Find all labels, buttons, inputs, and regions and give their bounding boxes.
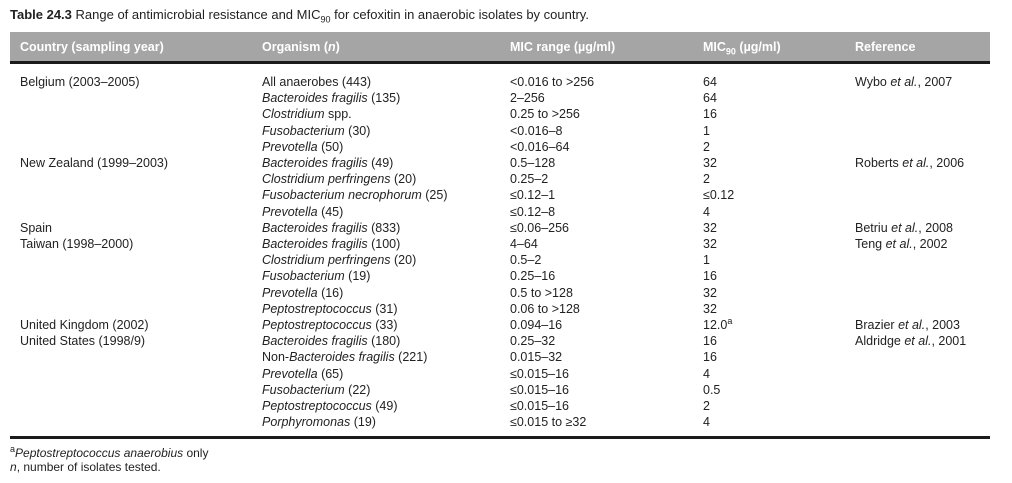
cell-country	[10, 268, 262, 284]
cell-country	[10, 90, 262, 106]
cell-mic-range: ≤0.12–8	[510, 204, 556, 219]
cell-mic-range: <0.016–64	[510, 139, 570, 154]
cell-mic-range: ≤0.12–1	[510, 188, 556, 203]
cell-mic-range: 0.5 to >128	[510, 285, 573, 300]
cell-organism: Bacteroides fragilis (135)	[262, 91, 401, 106]
cell-organism: Fusobacterium (19)	[262, 269, 371, 284]
footnote-a: $^a$Peptostreptococcus anaerobius only	[10, 444, 209, 460]
cell-mic90: 32	[703, 301, 717, 316]
cell-mic90: 4	[703, 366, 710, 381]
cell-organism: Fusobacterium (22)	[262, 382, 371, 397]
table-caption	[10, 6, 589, 24]
cell-country	[10, 123, 262, 139]
table-row	[10, 171, 990, 187]
column-header-organism: Organism (n)	[262, 32, 510, 63]
cell-country	[10, 382, 262, 398]
cell-country	[10, 414, 262, 438]
table-body	[10, 63, 990, 438]
table-row	[10, 268, 990, 284]
cell-organism: Peptostreptococcus (33)	[262, 318, 398, 333]
cell-organism: Non-Bacteroides fragilis (221)	[262, 350, 428, 365]
cell-mic90: 16	[703, 350, 717, 365]
table-row	[10, 139, 990, 155]
table-row	[10, 366, 990, 382]
cell-country	[10, 398, 262, 414]
cell-country: United States (1998/9)	[20, 334, 146, 349]
column-header-reference: Reference	[855, 32, 990, 63]
cell-mic-range: 4–64	[510, 237, 538, 252]
cell-mic-range: 2–256	[510, 91, 545, 106]
cell-mic90: 4	[703, 415, 710, 430]
cell-mic90: 1	[703, 123, 710, 138]
cell-country	[10, 252, 262, 268]
cell-mic-range: ≤0.06–256	[510, 220, 569, 235]
table-row	[10, 301, 990, 317]
antimicrobial-resistance-table	[10, 32, 990, 439]
cell-reference	[855, 90, 990, 106]
cell-mic90: 32	[703, 220, 717, 235]
cell-country: Taiwan (1998–2000)	[20, 237, 134, 252]
cell-country: Spain	[20, 220, 52, 235]
cell-mic90: 1	[703, 253, 710, 268]
table-row	[10, 317, 990, 333]
cell-country	[10, 285, 262, 301]
cell-organism: Bacteroides fragilis (49)	[262, 156, 394, 171]
cell-reference: Betriu et al., 2008	[855, 220, 954, 235]
cell-mic90: 0.5	[703, 382, 721, 397]
column-header-country: Country (sampling year)	[10, 32, 262, 63]
cell-reference: Brazier et al., 2003	[855, 318, 960, 333]
cell-mic90: 64	[703, 75, 717, 89]
cell-organism: Prevotella (65)	[262, 366, 344, 381]
cell-country: Belgium (2003–2005)	[20, 75, 140, 89]
cell-country	[10, 204, 262, 220]
cell-organism: Fusobacterium (30)	[262, 123, 371, 138]
cell-mic90: 12.0$^a$	[703, 315, 733, 333]
cell-organism: Peptostreptococcus (31)	[262, 301, 398, 316]
cell-mic-range: 0.25 to >256	[510, 107, 580, 122]
table-row	[10, 398, 990, 414]
cell-mic90: 16	[703, 269, 717, 284]
cell-country	[10, 349, 262, 365]
cell-reference: Aldridge et al., 2001	[855, 334, 967, 349]
column-header-mic90: $MIC_{90}$ (µg/ml)	[703, 32, 855, 63]
cell-reference	[855, 187, 990, 203]
cell-mic-range: 0.094–16	[510, 318, 563, 333]
cell-reference	[855, 366, 990, 382]
cell-reference	[855, 171, 990, 187]
footnote-n: n, number of isolates tested.	[10, 460, 161, 474]
cell-mic-range: 0.25–16	[510, 269, 556, 284]
cell-reference: Wybo et al., 2007	[855, 75, 953, 89]
table-caption-text: Range of antimicrobial resistance and $MIC_{90}$ for cefoxitin in anaerobic isolates by country.	[75, 7, 589, 25]
table-row	[10, 204, 990, 220]
cell-reference	[855, 285, 990, 301]
cell-country	[10, 366, 262, 382]
cell-mic90: 32	[703, 285, 717, 300]
cell-mic90: 16	[703, 334, 717, 349]
table-row	[10, 63, 990, 91]
cell-country: United Kingdom (2002)	[20, 318, 149, 333]
cell-country	[10, 139, 262, 155]
table-row	[10, 252, 990, 268]
cell-country	[10, 187, 262, 203]
cell-organism: All anaerobes (443)	[262, 75, 372, 89]
cell-organism: Porphyromonas (19)	[262, 415, 376, 430]
cell-organism: Clostridium perfringens (20)	[262, 253, 417, 268]
cell-reference	[855, 301, 990, 317]
table-row	[10, 285, 990, 301]
cell-mic90: 2	[703, 399, 710, 414]
cell-mic90: 64	[703, 91, 717, 106]
cell-organism: Prevotella (50)	[262, 139, 344, 154]
cell-reference	[855, 414, 990, 438]
table-row	[10, 123, 990, 139]
cell-reference: Teng et al., 2002	[855, 237, 948, 252]
cell-reference	[855, 123, 990, 139]
cell-mic-range: ≤0.015–16	[510, 399, 569, 414]
cell-reference: Roberts et al., 2006	[855, 156, 965, 171]
cell-mic-range: 0.5–2	[510, 253, 542, 268]
cell-mic90: 2	[703, 172, 710, 187]
table-row	[10, 155, 990, 171]
column-header-mic-range: MIC range (µg/ml)	[510, 32, 703, 63]
cell-organism: Bacteroides fragilis (100)	[262, 237, 401, 252]
cell-reference	[855, 252, 990, 268]
table-row	[10, 220, 990, 236]
cell-organism: Bacteroides fragilis (833)	[262, 220, 401, 235]
cell-mic90: 4	[703, 204, 710, 219]
table-number: Table 24.3	[10, 7, 72, 22]
table-row	[10, 414, 990, 438]
cell-mic-range: <0.016–8	[510, 123, 563, 138]
cell-reference	[855, 139, 990, 155]
cell-mic-range: ≤0.015–16	[510, 366, 569, 381]
cell-reference	[855, 268, 990, 284]
cell-mic90: 32	[703, 237, 717, 252]
cell-country	[10, 106, 262, 122]
cell-mic-range: 0.5–128	[510, 156, 556, 171]
cell-mic-range: ≤0.015 to ≥32	[510, 415, 587, 430]
cell-mic-range: 0.06 to >128	[510, 301, 580, 316]
cell-reference	[855, 398, 990, 414]
cell-country: New Zealand (1999–2003)	[20, 156, 169, 171]
table-row	[10, 333, 990, 349]
cell-country	[10, 171, 262, 187]
cell-organism: Peptostreptococcus (49)	[262, 399, 398, 414]
table-row	[10, 349, 990, 365]
cell-reference	[855, 382, 990, 398]
cell-organism: Fusobacterium necrophorum (25)	[262, 188, 448, 203]
table-row	[10, 382, 990, 398]
cell-organism: Prevotella (16)	[262, 285, 344, 300]
cell-organism: Bacteroides fragilis (180)	[262, 334, 401, 349]
header-row	[10, 32, 990, 63]
cell-reference	[855, 106, 990, 122]
cell-mic-range: 0.015–32	[510, 350, 563, 365]
cell-mic90: 32	[703, 156, 717, 171]
cell-organism: Clostridium perfringens (20)	[262, 172, 417, 187]
cell-organism: Prevotella (45)	[262, 204, 344, 219]
table-row	[10, 106, 990, 122]
cell-mic-range: <0.016 to >256	[510, 75, 595, 89]
table-row	[10, 90, 990, 106]
cell-mic90: ≤0.12	[703, 188, 735, 203]
footnotes	[10, 446, 208, 474]
cell-organism: Clostridium spp.	[262, 107, 352, 122]
cell-mic-range: 0.25–32	[510, 334, 556, 349]
cell-reference	[855, 349, 990, 365]
cell-mic90: 16	[703, 107, 717, 122]
cell-country	[10, 301, 262, 317]
table-row	[10, 236, 990, 252]
cell-mic90: 2	[703, 139, 710, 154]
table-row	[10, 187, 990, 203]
cell-mic-range: 0.25–2	[510, 172, 549, 187]
cell-reference	[855, 204, 990, 220]
cell-mic-range: ≤0.015–16	[510, 382, 569, 397]
